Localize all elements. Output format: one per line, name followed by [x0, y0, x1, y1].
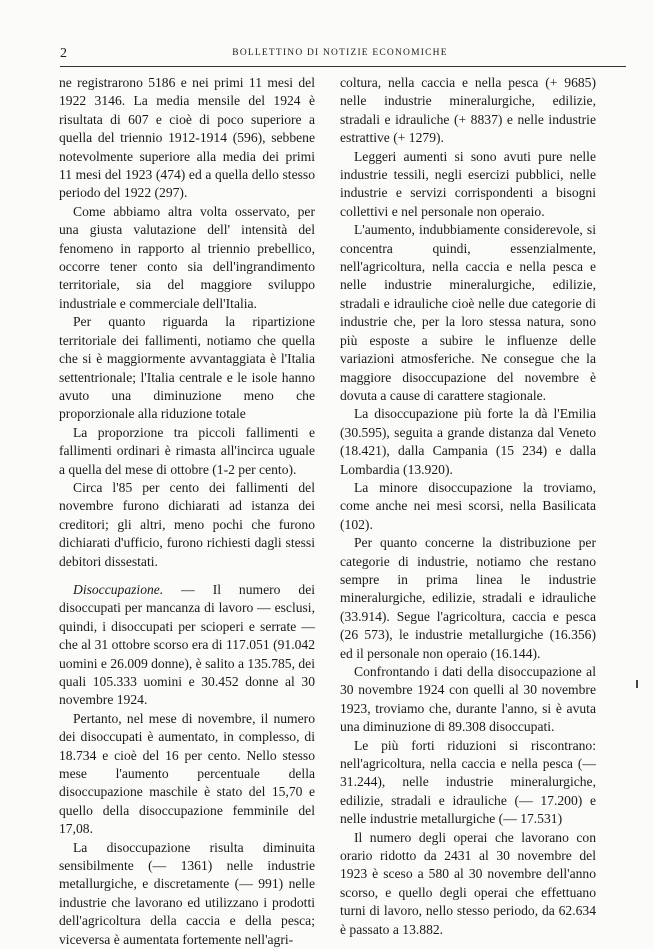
page-number: 2	[60, 46, 67, 61]
paragraph: ne registrarono 5186 e nei primi 11 mesi del 1922 3146. La media mensile del 1924 è risultata di 607 e cioè di poco superiore a quella del triennio 1912-1914 (596), sebbene notevolmente superiore alla media dei primi 11 mesi del 1923 (474) ed a quella dello stesso periodo del 1922 (297).	[59, 75, 315, 201]
paragraph: coltura, nella caccia e nella pesca (+ 9685) nelle industrie mineralurgiche, edilizie, stradali e idrauliche (+ 8837) e nelle industrie estrattive (+ 1279).	[340, 75, 596, 146]
right-column	[340, 74, 596, 939]
section-opening-paragraph	[59, 581, 315, 710]
paragraph: Le più forti riduzioni si riscontrano: nell'agricoltura, nella caccia e nella pesca (— 31.244), nelle industrie mineralurgiche, edilizie, stradali e idrauliche (— 17.200) e nelle industrie metallurgiche (— 17.531)	[340, 737, 596, 827]
header-rule	[60, 66, 626, 67]
paragraph: La disoccupazione risulta diminuita sensibilmente (— 1361) nelle industrie metallurgiche, e discretamente (— 991) nelle industrie che lavorano ed utilizzano i prodotti dell'agricoltura della caccia e della pesca; viceversa è aumentata fortemente nell'agri-	[59, 839, 315, 947]
paragraph: Per quanto concerne la distribuzione per categorie di industrie, notiamo che restano sempre in prima linea le industrie mineralurgiche, edilizie, stradali e idrauliche (33.914). Segue l'agricoltura, caccia e pesca (26 573), le industrie metallurgiche (16.356) ed il personale non operaio (16.144).	[340, 535, 596, 661]
paragraph: Per quanto riguarda la ripartizione territoriale dei fallimenti, notiamo che quella che si è maggiormente avvantaggiata è l'Italia settentrionale; l'Italia centrale e le isole hanno avuto una diminuzione meno che proporzionale alla riduzione totale	[59, 314, 315, 422]
paragraph: Leggeri aumenti si sono avuti pure nelle industrie tessili, negli esercizi pubblici, nelle industrie e servizi corrispondenti a bisogni collettivi e nel personale non operaio.	[340, 148, 596, 219]
section-text: — Il numero dei disoccupati per mancanza di lavoro — esclusi, quindi, i disoccupati per scioperi e serrate — che al 31 ottobre scorso era di 117.051 (91.042 uomini e 26.009 donne), è salito a 135.785, dei quali 105.333 uomini e 30.452 donne al 30 novembre 1924.	[59, 581, 315, 708]
paragraph: La disoccupazione più forte la dà l'Emilia (30.595), seguita a grande distanza dal Veneto (18.421), dalla Campania (15 234) e dalla Lombardia (13.920).	[340, 406, 596, 477]
paragraph: Come abbiamo altra volta osservato, per una giusta valutazione dell' intensità del fenomeno in rapporto al triennio prebellico, occorre tener conto sia dell'ingrandimento territoriale, sia del maggiore sviluppo industriale e commerciale dell'Italia.	[59, 203, 315, 311]
paragraph: Il numero degli operai che lavorano con orario ridotto da 2431 al 30 novembre del 1923 è sceso a 580 al 30 novembre dell'anno scorso, e quello degli operai che effettuano turni di lavoro, nello stesso periodo, da 62.634 è passato a 13.882.	[340, 829, 596, 937]
scan-margin-mark	[636, 680, 638, 688]
running-title: BOLLETTINO DI NOTIZIE ECONOMICHE	[232, 48, 448, 58]
paragraph: La minore disoccupazione la troviamo, come anche nei mesi scorsi, nella Basilicata (102).	[340, 479, 596, 532]
paragraph: Confrontando i dati della disoccupazione al 30 novembre 1924 con quelli al 30 novembre 1923, troviamo che, durante l'anno, si è avuta una diminuzione di 89.308 disoccupati.	[340, 664, 596, 735]
paragraph: La proporzione tra piccoli fallimenti e fallimenti ordinari è rimasta all'incirca uguale a quella del mese di ottobre (1-2 per cento).	[59, 424, 315, 477]
paragraph: Circa l'85 per cento dei fallimenti del novembre furono dichiarati ad istanza dei creditori; gli altri, meno pochi che furono dichiarati d'ufficio, furono richiesti dagli stessi debitori dissestati.	[59, 479, 315, 569]
left-column	[59, 74, 315, 949]
paragraph: L'aumento, indubbiamente considerevole, si concentra quindi, essenzialmente, nell'agricoltura, nella caccia e nella pesca e nelle industrie mineralurgiche, edilizie, stradali e idrauliche cioè nelle due categorie di industrie che, per la loro stessa natura, sono più esposte a subire le influenze delle variazioni atmosferiche. Ne consegue che la maggiore disoccupazione del novembre è dovuta a cause di carattere stagionale.	[340, 222, 596, 403]
paragraph: Pertanto, nel mese di novembre, il numero dei disoccupati è aumentato, in complesso, di 18.734 e cioè del 16 per cento. Nello stesso mese l'aumento percentuale della disoccupazione maschile è stato del 15,70 e quello della disoccupazione femminile del 17,08.	[59, 710, 315, 837]
section-title: Disoccupazione.	[73, 581, 164, 597]
